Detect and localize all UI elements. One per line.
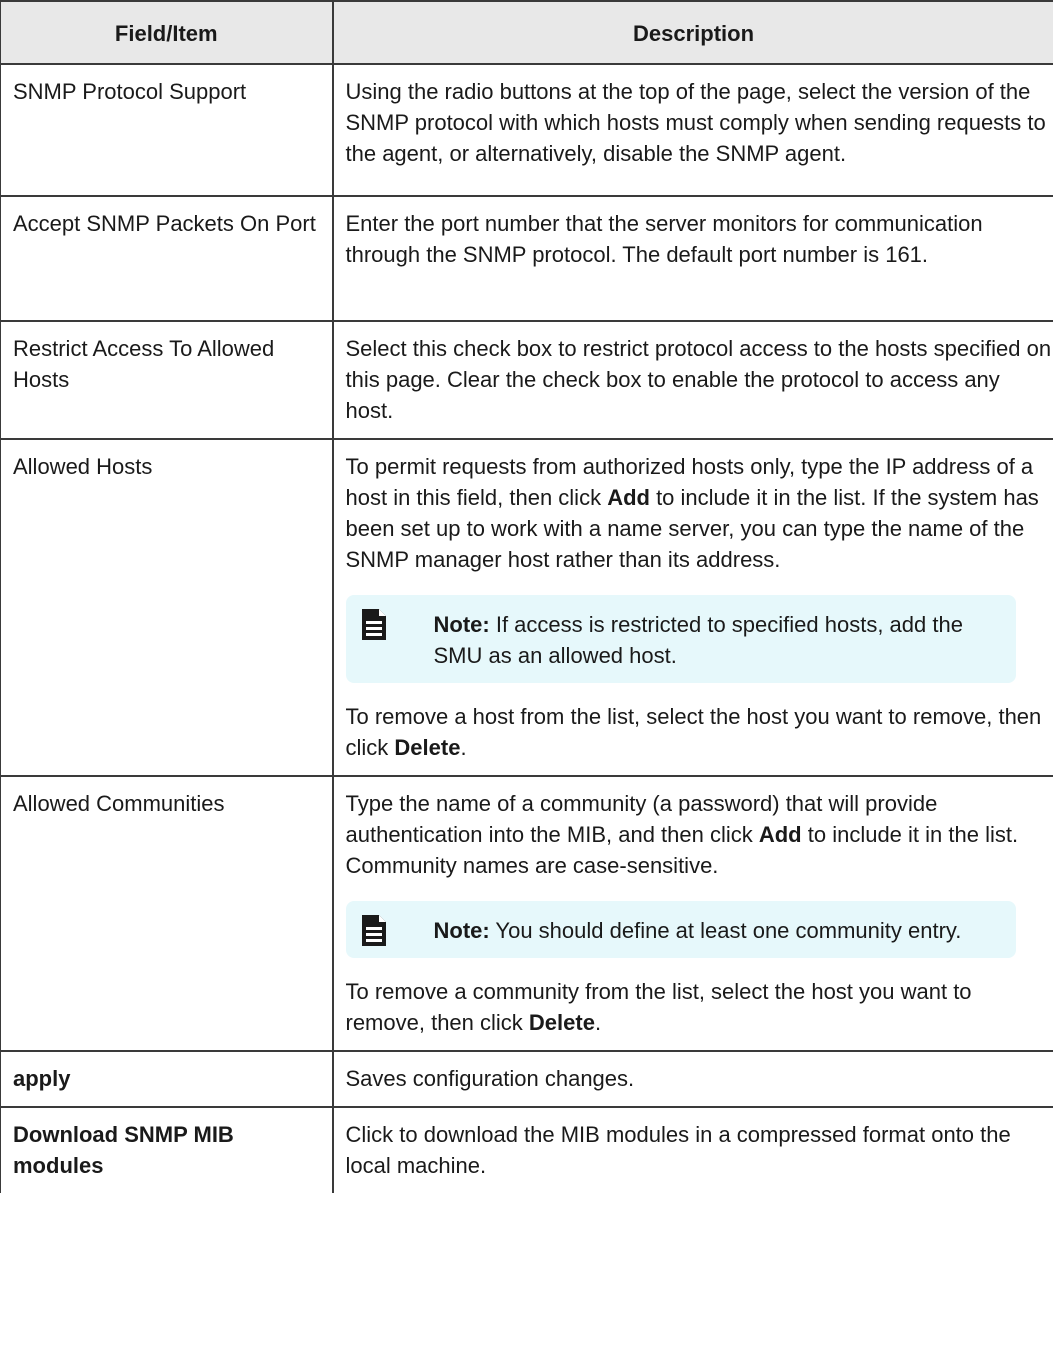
table-row — [1, 196, 1053, 321]
text-run: . — [460, 735, 467, 760]
table-row — [1, 64, 1053, 196]
ui-term: Delete — [528, 1010, 595, 1035]
text-run: To remove a community from the list, select the host you want to remove, then click — [345, 979, 972, 1035]
table-row — [1, 439, 1053, 776]
table-row — [1, 321, 1053, 439]
table-header-row — [1, 1, 1053, 64]
table-row — [1, 1107, 1053, 1193]
text-run: To remove a host from the list, select the host you want to remove, then click — [345, 704, 1042, 760]
note-label: Note: — [433, 612, 490, 637]
field-cell: Restrict Access To Allowed Hosts — [1, 321, 333, 439]
description-cell: Saves configuration changes. — [333, 1051, 1053, 1107]
text-run: . — [594, 1010, 602, 1035]
table-row — [1, 776, 1053, 1051]
field-cell: Accept SNMP Packets On Port — [1, 196, 333, 321]
note-callout — [346, 901, 1016, 958]
description-paragraph — [346, 976, 1052, 1038]
text-run: Type the name of a community (a password) that will provide authentication into the MIB, and then click — [345, 791, 938, 847]
description-cell: Select this check box to restrict protocol access to the hosts specified on this page. Clear the check box to enable the protocol to access any host. — [333, 321, 1053, 439]
header-description: Description — [333, 1, 1053, 64]
description-cell: Using the radio buttons at the top of the page, select the version of the SNMP protocol with which hosts must comply when sending requests to the agent, or alternatively, disable the SNMP agent. — [333, 64, 1053, 196]
description-paragraph — [346, 451, 1052, 575]
ui-term: Add — [607, 485, 650, 510]
description-paragraph — [346, 788, 1052, 881]
field-cell: Allowed Hosts — [1, 439, 333, 776]
note-callout — [346, 595, 1016, 683]
text-run: to include it in the list. Community names are case-sensitive. — [345, 822, 1019, 878]
field-cell: SNMP Protocol Support — [1, 64, 333, 196]
description-cell — [333, 776, 1053, 1051]
description-cell: Enter the port number that the server monitors for communication through the SNMP protocol. The default port number is 161. — [333, 196, 1053, 321]
document-note-icon — [362, 915, 386, 946]
table-row — [1, 1051, 1053, 1107]
field-cell: Allowed Communities — [1, 776, 333, 1051]
field-cell: apply — [1, 1051, 333, 1107]
text-run: to include it in the list. If the system has been set up to work with a name server, you can type the name of the SNMP manager host rather than its address. — [345, 485, 1039, 572]
description-paragraph — [346, 701, 1052, 763]
field-cell: Download SNMP MIB modules — [1, 1107, 333, 1193]
note-label: Note: — [433, 918, 490, 943]
description-cell — [333, 439, 1053, 776]
header-field-item: Field/Item — [1, 1, 333, 64]
ui-term: Add — [758, 822, 802, 847]
note-text: If access is restricted to specified hosts, add the SMU as an allowed host. — [433, 612, 963, 668]
note-text: You should define at least one community entry. — [489, 918, 962, 943]
document-note-icon — [362, 609, 386, 640]
text-run: To permit requests from authorized hosts only, type the IP address of a host in this field, then click — [345, 454, 1034, 510]
description-cell: Click to download the MIB modules in a compressed format onto the local machine. — [333, 1107, 1053, 1193]
ui-term: Delete — [394, 735, 461, 760]
